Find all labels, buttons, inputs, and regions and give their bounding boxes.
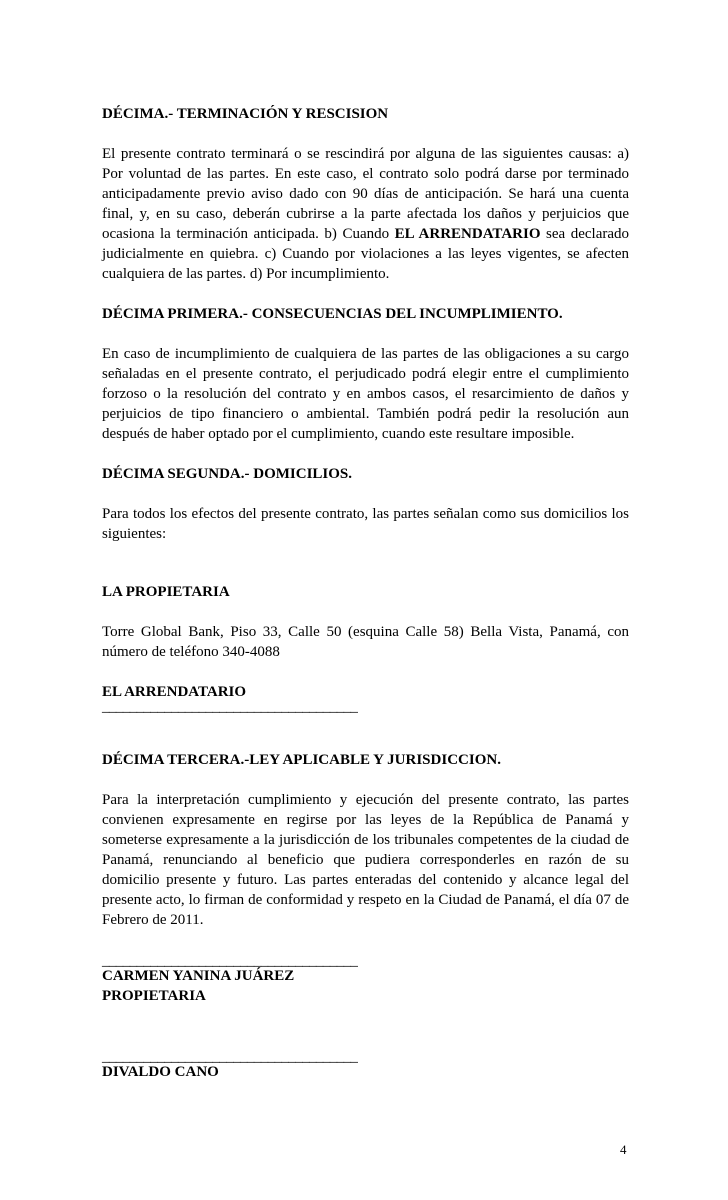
owner-name: CARMEN YANINA JUÁREZ	[102, 968, 295, 984]
page-number: 4	[620, 1142, 627, 1157]
section-title-decima-tercera: DÉCIMA TERCERA.-LEY APLICABLE Y JURISDICCION.	[102, 752, 501, 768]
document-page	[102, 104, 629, 1082]
paragraph-terminacion-part1: El presente contrato terminará o se rescindirá por alguna de las siguientes causas: a) Por voluntad de las partes. En este caso, el contrato solo podrá darse por terminado anticipadamente previo aviso dado con 90 días de anticipación. Se hará una cuenta final, y, en su caso, deberán cubrirse a la parte afectada los daños y perjuicios que ocasiona la terminación anticipada. b) Cuando	[102, 146, 629, 242]
tenant-signature-line: _____________________________________	[102, 1049, 358, 1065]
arrendatario-label: EL ARRENDATARIO	[102, 684, 247, 700]
paragraph-domicilios: Para todos los efectos del presente contrato, las partes señalan como sus domicilios los siguientes:	[102, 506, 629, 542]
arrendatario-inline: EL ARRENDATARIO	[394, 226, 541, 242]
paragraph-ley-aplicable: Para la interpretación cumplimiento y ejecución del presente contrato, las partes convienen expresamente en regirse por las leyes de la República de Panamá y someterse expresamente a la jurisdicción de los tribunales competentes de la ciudad de Panamá, renunciando al beneficio que pudiera corresponderles en razón de su domicilio presente y futuro. Las partes enteradas del contenido y alcance legal del presente acto, lo firman de conformidad y respeto en la Ciudad de Panamá, el día 07 de Febrero de 2011.	[102, 792, 629, 928]
arrendatario-blank-line: _____________________________________	[102, 699, 358, 715]
paragraph-incumplimiento: En caso de incumplimiento de cualquiera de las partes de las obligaciones a su cargo señaladas en el presente contrato, el perjudicado podrá elegir entre el cumplimiento forzoso o la resolución del contrato y en ambos casos, el resarcimiento de daños y perjuicios de tipo financiero o ambiental. También podrá pedir la resolución aun después de haber optado por el cumplimiento, cuando este resultare imposible.	[102, 346, 629, 442]
propietaria-label: LA PROPIETARIA	[102, 584, 230, 600]
propietaria-address: Torre Global Bank, Piso 33, Calle 50 (esquina Calle 58) Bella Vista, Panamá, con número de teléfono 340-4088	[102, 624, 629, 660]
paragraph-terminacion	[102, 144, 629, 284]
owner-role: PROPIETARIA	[102, 988, 206, 1004]
section-title-decima: DÉCIMA.- TERMINACIÓN Y RESCISION	[102, 106, 389, 122]
owner-signature-line: _____________________________________	[102, 953, 358, 969]
section-title-decima-primera: DÉCIMA PRIMERA.- CONSECUENCIAS DEL INCUMPLIMIENTO.	[102, 306, 563, 322]
paragraph-terminacion-part2: sea declarado judicialmente en quiebra. c) Cuando por violaciones a las leyes vigentes, se afecten cualquiera de las partes. d) Por incumplimiento.	[102, 226, 630, 282]
tenant-name: DIVALDO CANO	[102, 1064, 219, 1080]
section-title-decima-segunda: DÉCIMA SEGUNDA.- DOMICILIOS.	[102, 466, 353, 482]
